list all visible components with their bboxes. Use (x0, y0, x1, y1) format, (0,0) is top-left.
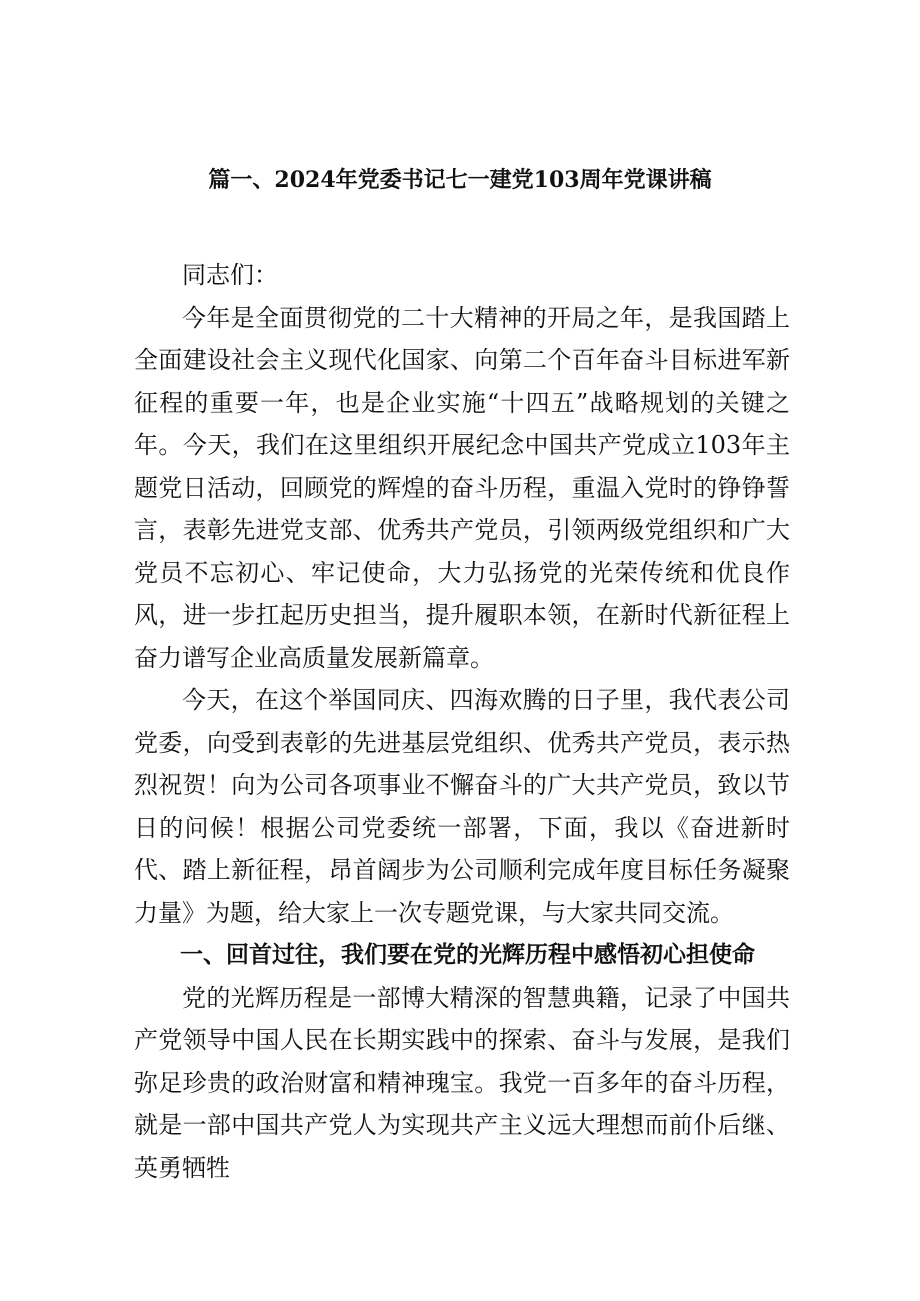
salutation: 同志们： (182, 261, 278, 289)
paragraph-greeting: 今天，在这个举国同庆、四海欢腾的日子里，我代表公司党委，向受到表彰的先进基层党组织、优秀共产党员，表示热烈祝贺！向为公司各项事业不懈奋斗的广大共产党员，致以节日的问候！根据公司党委统一部署，下面，我以《奋进新时代、踏上新征程，昂首阔步为公司顺利完成年度目标任务凝聚力量》为题，给大家上一次专题党课，与大家共同交流。 (134, 686, 790, 927)
document-body (134, 254, 790, 1189)
paragraph-history: 党的光辉历程是一部博大精深的智慧典籍，记录了中国共产党领导中国人民在长期实践中的探索、奋斗与发展，是我们弥足珍贵的政治财富和精神瑰宝。我党一百多年的奋斗历程，就是一部中国共产党人为实现共产主义远大理想而前仆后继、英勇牺牲 (134, 983, 790, 1182)
paragraph-intro: 今年是全面贯彻党的二十大精神的开局之年，是我国踏上全面建设社会主义现代化国家、向第二个百年奋斗目标进军新征程的重要一年，也是企业实施“十四五”战略规划的关键之年。今天，我们在这里组织开展纪念中国共产党成立103年主题党日活动，回顾党的辉煌的奋斗历程，重温入党时的铮铮誓言，表彰先进党支部、优秀共产党员，引领两级党组织和广大党员不忘初心、牢记使命，大力弘扬党的光荣传统和优良作风，进一步扛起历史担当，提升履职本领，在新时代新征程上奋力谱写企业高质量发展新篇章。 (134, 303, 790, 672)
section-heading-1: 一、回首过往，我们要在党的光辉历程中感悟初心担使命 (180, 942, 755, 968)
document-title: 篇一、2024年党委书记七一建党103周年党课讲稿 (208, 167, 712, 193)
